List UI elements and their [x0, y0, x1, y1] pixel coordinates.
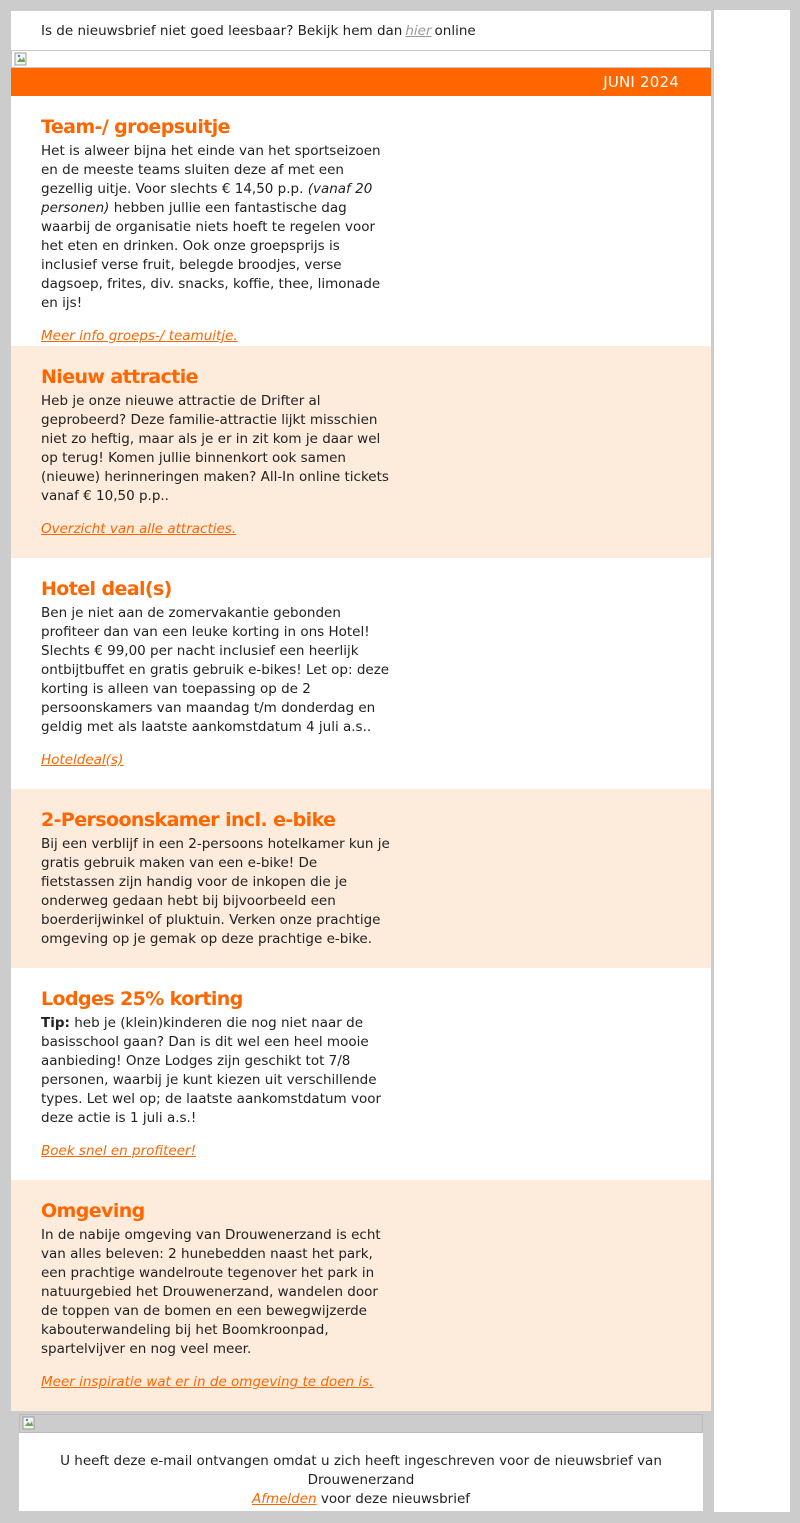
section-title: Lodges 25% korting: [41, 988, 243, 1010]
broken-image-icon: [14, 52, 28, 66]
section-lodges-discount: [11, 968, 711, 1180]
section-body: [41, 142, 393, 313]
footer-unsubscribe-line: [19, 1490, 703, 1509]
section-room-ebike: [11, 789, 711, 968]
footer: [19, 1433, 703, 1511]
hotel-deals-link[interactable]: Hoteldeal(s): [41, 752, 124, 768]
section-title: Hotel deal(s): [41, 578, 172, 600]
section-title: Nieuw attractie: [41, 366, 198, 388]
section-body: [41, 1014, 393, 1128]
section-body: Bij een verblijf in een 2-persoons hotelkamer kun je gratis gebruik maken van een e-bike! De fietstassen zijn handig voor de inkopen die je onderweg gedaan hebt bij bijvoorbeeld een boerderijwinkel of pluktuin. Verken onze prachtige omgeving op je gemak op deze prachtige e-bike.: [41, 836, 390, 947]
section-body: Ben je niet aan de zomervakantie gebonden profiteer dan van een leuke korting in ons Hotel! Slechts € 99,00 per nacht inclusief een heerlijk ontbijtbuffet en gratis gebruik e-bikes! Let op: deze korting is alleen van toepassing op de 2 persoonskamers van maandag t/m donderdag en geldig met als laatste aankomstdatum 4 juli a.s..: [41, 605, 390, 735]
section-title: Omgeving: [41, 1200, 145, 1222]
attractions-link[interactable]: Overzicht van alle attracties.: [41, 521, 237, 537]
surroundings-link[interactable]: Meer inspiratie wat er in de omgeving te doen is.: [41, 1374, 374, 1390]
section-title: Team-/ groepsuitje: [41, 116, 230, 138]
footer-subscription-note: U heeft deze e-mail ontvangen omdat u zich heeft ingeschreven voor de nieuwsbrief van Drouwenerzand: [60, 1453, 662, 1488]
section-body-text: Het is alweer bijna het einde van het sportseizoen en de meeste teams sluiten deze af met een gezellig uitje. Voor slechts € 14,50 p.p.: [41, 143, 381, 197]
footer-unsubscribe-text: voor deze nieuwsbrief: [320, 1491, 471, 1507]
view-online-text: Is de nieuwsbrief niet goed leesbaar? Bekijk hem dan: [41, 22, 403, 39]
newsletter-container: [11, 11, 711, 1411]
unsubscribe-link[interactable]: Afmelden: [251, 1491, 317, 1507]
view-online-text-after: online: [434, 22, 476, 39]
date-bar: [11, 68, 711, 96]
section-new-attraction: [11, 346, 711, 558]
section-team-outing: [11, 96, 711, 346]
right-blank-panel: [714, 10, 790, 1512]
tip-label: Tip:: [41, 1015, 70, 1031]
section-hotel-deals: [11, 558, 711, 789]
header-banner-image: [11, 50, 711, 68]
footer-banner-image: [19, 1414, 703, 1433]
section-body-text: heb je (klein)kinderen die nog niet naar de basisschool gaan? Dan is dit wel een heel mooie aanbieding! Onze Lodges zijn geschikt tot 7/8 personen, waarbij je kunt kiezen uit verschillende types. Let wel op; de laatste aankomstdatum voor deze actie is 1 juli a.s.!: [41, 1015, 382, 1126]
section-surroundings: [11, 1180, 711, 1411]
broken-image-icon: [22, 1416, 36, 1430]
view-online-link[interactable]: hier: [405, 22, 432, 39]
section-body: Heb je onze nieuwe attractie de Drifter al geprobeerd? Deze familie-attractie lijkt misschien niet zo heftig, maar als je er in zit kom je daar wel op terug! Komen jullie binnenkort ook samen (nieuwe) herinneringen maken? All-In online tickets vanaf € 10,50 p.p..: [41, 393, 389, 504]
team-outing-link[interactable]: Meer info groeps-/ teamuitje.: [41, 328, 238, 344]
section-body: In de nabije omgeving van Drouwenerzand is echt van alles beleven: 2 hunebedden naast het park, een prachtige wandelroute tegenover het park in natuurgebied het Drouwenerzand, wandelen door de toppen van de bomen en een bewegwijzerde kabouterwandeling bij het Boomkroonpad, spartelvijver en nog veel meer.: [41, 1227, 381, 1357]
view-online-bar: [11, 11, 711, 50]
book-lodge-link[interactable]: Boek snel en profiteer!: [41, 1143, 196, 1159]
issue-date: JUNI 2024: [603, 73, 679, 91]
section-body-italic: (vanaf 20 personen): [41, 181, 373, 216]
section-title: 2-Persoonskamer incl. e-bike: [41, 809, 336, 831]
section-body-text-2: hebben jullie een fantastische dag waarbij de organisatie niets hoeft te regelen voor het eten en drinken. Ook onze groepsprijs is inclusief verse fruit, belegde broodjes, verse dagsoep, frites, div. snacks, koffie, thee, limonade en ijs!: [41, 200, 381, 311]
